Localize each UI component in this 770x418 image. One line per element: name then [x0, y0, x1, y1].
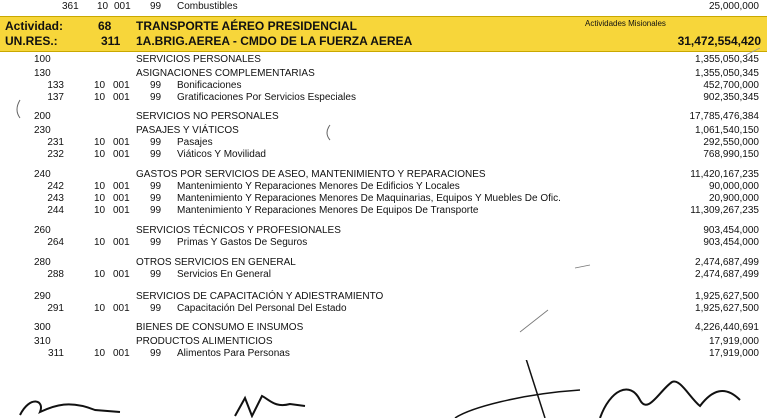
- actividad-label: Actividad:: [5, 19, 64, 33]
- row-org: 001: [113, 269, 130, 280]
- row-desc: Primas Y Gastos De Seguros: [177, 237, 308, 248]
- row-fuente: 10: [94, 348, 106, 359]
- row-amount: 17,919,000: [708, 348, 759, 359]
- row-desc: Bonificaciones: [177, 80, 242, 91]
- row-amount: 903,454,000: [703, 237, 759, 248]
- row-amount: 452,700,000: [703, 80, 759, 91]
- row-code: 291: [47, 303, 64, 314]
- row-code: 100: [34, 54, 51, 65]
- row-org: 001: [113, 137, 130, 148]
- row-code: 232: [47, 149, 64, 160]
- row-org: 001: [113, 193, 130, 204]
- row-fuente: 10: [94, 205, 106, 216]
- row-code: 244: [47, 205, 64, 216]
- row-desc: OTROS SERVICIOS EN GENERAL: [136, 257, 296, 268]
- row-amount: 1,061,540,150: [695, 125, 759, 136]
- row-amount: 768,990,150: [703, 149, 759, 160]
- row-desc: SERVICIOS NO PERSONALES: [136, 111, 279, 122]
- row-org: 001: [113, 149, 130, 160]
- row-fuente: 10: [94, 181, 106, 192]
- row-fuente: 10: [97, 1, 109, 12]
- row-desc: Gratificaciones Por Servicios Especiales: [177, 92, 356, 103]
- row-fuente: 10: [94, 149, 106, 160]
- row-code: 361: [62, 1, 79, 12]
- row-code: 230: [34, 125, 51, 136]
- row-amount: 25,000,000: [708, 1, 759, 12]
- row-desc: Capacitación Del Personal Del Estado: [177, 303, 347, 314]
- row-org: 001: [114, 1, 131, 12]
- actividad-title: TRANSPORTE AÉREO PRESIDENCIAL: [136, 19, 357, 33]
- row-amount: 902,350,345: [703, 92, 759, 103]
- row-ubic: 99: [150, 193, 162, 204]
- row-code: 243: [47, 193, 64, 204]
- row-code: 288: [47, 269, 64, 280]
- row-code: 311: [48, 348, 64, 359]
- unres-title: 1A.BRIG.AEREA - CMDO DE LA FUERZA AEREA: [136, 34, 413, 48]
- row-desc: Combustibles: [177, 1, 238, 12]
- row-desc: ASIGNACIONES COMPLEMENTARIAS: [136, 68, 315, 79]
- row-desc: BIENES DE CONSUMO E INSUMOS: [136, 322, 304, 333]
- row-code: 300: [34, 322, 51, 333]
- row-ubic: 99: [150, 205, 162, 216]
- row-fuente: 10: [94, 137, 106, 148]
- row-amount: 1,925,627,500: [695, 291, 759, 302]
- actividad-number: 68: [98, 19, 112, 33]
- row-code: 133: [47, 80, 64, 91]
- row-code: 240: [34, 169, 51, 180]
- row-code: 231: [47, 137, 64, 148]
- row-amount: 2,474,687,499: [695, 269, 759, 280]
- row-code: 290: [34, 291, 51, 302]
- row-code: 200: [34, 111, 51, 122]
- row-org: 001: [113, 303, 130, 314]
- unres-label: UN.RES.:: [5, 34, 58, 48]
- row-amount: 90,000,000: [708, 181, 759, 192]
- unres-number: 311: [101, 34, 121, 48]
- row-desc: Servicios En General: [177, 269, 271, 280]
- row-org: 001: [113, 181, 130, 192]
- row-org: 001: [113, 348, 130, 359]
- row-code: 260: [34, 225, 51, 236]
- row-desc: SERVICIOS TÉCNICOS Y PROFESIONALES: [136, 225, 341, 236]
- row-amount: 20,900,000: [708, 193, 759, 204]
- row-desc: Mantenimiento Y Reparaciones Menores De Maquinarias, Equipos Y Muebles De Ofic.: [177, 193, 561, 204]
- row-amount: 11,309,267,235: [690, 205, 759, 216]
- row-ubic: 99: [150, 1, 162, 12]
- row-desc: Mantenimiento Y Reparaciones Menores De Edificios Y Locales: [177, 181, 460, 192]
- row-ubic: 99: [150, 348, 162, 359]
- row-ubic: 99: [150, 181, 162, 192]
- row-ubic: 99: [150, 237, 162, 248]
- row-desc: SERVICIOS DE CAPACITACIÓN Y ADIESTRAMIENTO: [136, 291, 384, 302]
- banner-total: 31,472,554,420: [677, 34, 761, 48]
- row-code: 310: [34, 336, 51, 347]
- row-amount: 1,355,050,345: [695, 68, 759, 79]
- row-ubic: 99: [150, 80, 162, 91]
- row-code: 137: [47, 92, 64, 103]
- row-desc: SERVICIOS PERSONALES: [136, 54, 261, 65]
- row-ubic: 99: [150, 149, 162, 160]
- row-amount: 17,919,000: [708, 336, 759, 347]
- row-fuente: 10: [94, 193, 106, 204]
- row-ubic: 99: [150, 137, 162, 148]
- row-ubic: 99: [150, 269, 162, 280]
- row-code: 130: [34, 68, 51, 79]
- row-amount: 1,925,627,500: [695, 303, 759, 314]
- row-code: 280: [34, 257, 51, 268]
- row-code: 264: [47, 237, 64, 248]
- row-fuente: 10: [94, 303, 106, 314]
- row-fuente: 10: [94, 92, 106, 103]
- row-desc: Alimentos Para Personas: [177, 348, 290, 359]
- row-desc: Mantenimiento Y Reparaciones Menores De Equipos De Transporte: [177, 205, 479, 216]
- row-desc: PASAJES Y VIÁTICOS: [136, 125, 239, 136]
- row-amount: 17,785,476,384: [689, 111, 759, 122]
- row-desc: GASTOS POR SERVICIOS DE ASEO, MANTENIMIENTO Y REPARACIONES: [136, 169, 486, 180]
- row-amount: 2,474,687,499: [695, 257, 759, 268]
- row-amount: 1,355,050,345: [695, 54, 759, 65]
- row-org: 001: [113, 92, 130, 103]
- row-org: 001: [113, 80, 130, 91]
- row-amount: 292,550,000: [703, 137, 759, 148]
- row-org: 001: [113, 205, 130, 216]
- row-ubic: 99: [150, 92, 162, 103]
- row-desc: Pasajes: [177, 137, 213, 148]
- row-ubic: 99: [150, 303, 162, 314]
- row-amount: 11,420,167,235: [690, 169, 759, 180]
- row-desc: Viáticos Y Movilidad: [177, 149, 266, 160]
- row-amount: 903,454,000: [703, 225, 759, 236]
- row-fuente: 10: [94, 237, 106, 248]
- row-desc: PRODUCTOS ALIMENTICIOS: [136, 336, 273, 347]
- row-org: 001: [113, 237, 130, 248]
- row-fuente: 10: [94, 80, 106, 91]
- row-code: 242: [47, 181, 64, 192]
- row-fuente: 10: [94, 269, 106, 280]
- row-amount: 4,226,440,691: [695, 322, 759, 333]
- category-label: Actividades Misionales: [585, 19, 666, 28]
